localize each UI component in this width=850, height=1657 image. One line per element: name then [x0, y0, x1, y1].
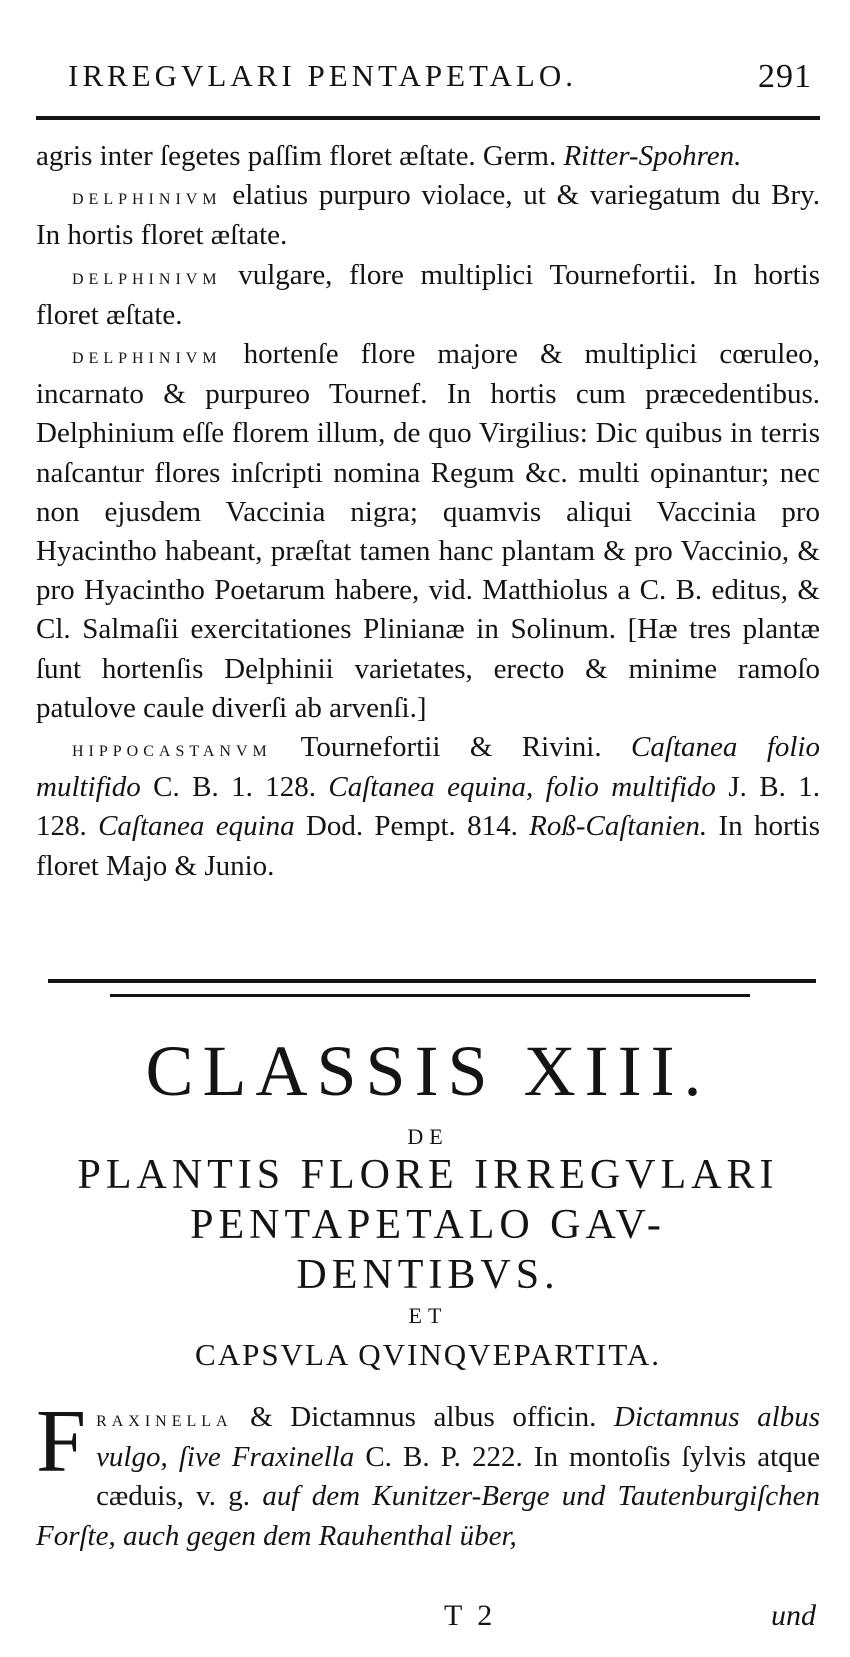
- entry-paragraph: [36, 176, 820, 255]
- section-rule-upper: [48, 979, 816, 983]
- section-rule-lower: [110, 994, 750, 997]
- page-footer: [36, 1599, 820, 1639]
- heading-de: DE: [407, 1124, 449, 1149]
- italic-text: Caſtanea equina, folio multifido: [328, 771, 716, 804]
- heading-et: ET: [408, 1303, 448, 1328]
- italic-text: Roß-Caſtanien.: [529, 810, 708, 843]
- text-run: & Dictamnus albus officin.: [232, 1401, 614, 1433]
- italic-text: Dictamnus albus vulgo, ſive Fraxinella: [96, 1401, 820, 1474]
- italic-text: Ritter-Spohren.: [563, 140, 742, 172]
- entry-name: delphinivm: [72, 263, 222, 289]
- text-run: Tournefortii & Rivini.: [271, 731, 632, 764]
- page-number: 291: [758, 58, 812, 95]
- fraxinella-text: [36, 1392, 821, 1552]
- class-title-line: DENTIBVS.: [296, 1252, 560, 1298]
- text-run: vulgare, flore multiplici Tournefortii. In hortis floret æſtate.: [36, 258, 820, 331]
- class-heading: CLASSIS XIII.: [145, 1031, 711, 1111]
- text-run: C. B. 1. 128.: [140, 771, 329, 804]
- catchword: und: [771, 1599, 816, 1632]
- entries-text: [36, 137, 820, 886]
- entry-paragraph: [36, 256, 820, 335]
- class-title-line: PLANTIS FLORE IRREGVLARI: [77, 1152, 779, 1198]
- class-title: [36, 1150, 820, 1300]
- text-run: agris inter ſegetes paſſim floret æſtate. Germ.: [36, 140, 564, 172]
- class-title-line: PENTAPETALO GAV-: [190, 1202, 666, 1248]
- text-run: Dod. Pempt. 814.: [294, 810, 530, 843]
- entry-name: delphinivm: [72, 343, 222, 369]
- entry-paragraph: [36, 137, 820, 176]
- running-title: IRREGVLARI PENTAPETALO.: [68, 58, 577, 93]
- signature-mark: T 2: [444, 1599, 497, 1632]
- book-page: [36, 0, 820, 1657]
- text-run: In hortis floret Majo & Junio.: [36, 810, 820, 882]
- entry-name: hippocastanvm: [72, 736, 272, 762]
- italic-text: auf dem Kunitzer-Berge und Tautenburgiſchen Forſte, auch gegen dem Rauhenthal über,: [36, 1480, 820, 1552]
- text-run: J. B. 1. 128.: [36, 771, 820, 843]
- fraxinella-entry: [36, 1392, 821, 1556]
- text-run: hortenſe flore majore & multiplici cœruleo, incarnato & purpureo Tournef. In hortis cum præcedentibus. Delphinium eſſe florem illum, de quo Virgilius: Dic quibus in terris naſcantur flores inſcripti nomina Regum &c. multi opinantur; nec non ejusdem Vaccinia nigra; quamvis aliqui Vaccinia pro Hyacintho habeant, præſtat tamen hanc plantam & pro Vaccinio, & pro Hyacintho Poetarum habere, vid. Matthiolus a C. B. editus, & Cl. Salmaſii exercitationes Plinianæ in Solinum. [Hæ tres plantæ ſunt hortenſis Delphinii varietates, erecto & minime ramoſo patulove caule diverſi ab arvenſi.]: [36, 338, 820, 724]
- italic-text: Caſtanea folio multifido: [36, 731, 820, 804]
- entry-paragraph: [36, 728, 820, 886]
- text-run: C. B. P. 222. In montoſis ſylvis atque cæduis, v. g.: [96, 1441, 821, 1513]
- italic-text: Caſtanea equina: [98, 810, 295, 843]
- text-run: elatius purpuro violace, ut & variegatum du Bry. In hortis floret æſtate.: [36, 179, 820, 252]
- entry-name: delphinivm: [72, 184, 222, 210]
- entry-paragraph: [36, 335, 820, 728]
- class-subtitle: CAPSVLA QVINQVEPARTITA.: [195, 1337, 661, 1372]
- header-rule: [36, 116, 820, 120]
- entry-name: raxinella: [96, 1406, 233, 1431]
- drop-cap: F: [36, 1392, 87, 1491]
